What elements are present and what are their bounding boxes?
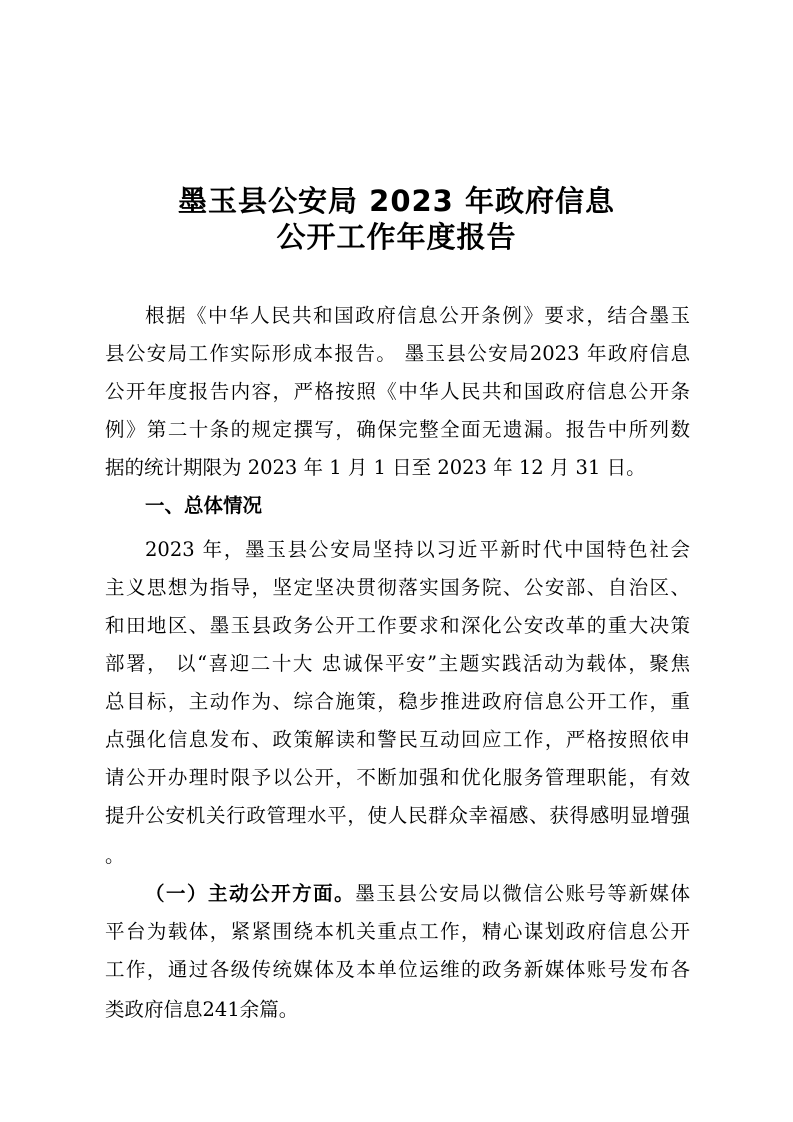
overview-line-9: 。	[105, 844, 125, 867]
overview-line-5: 总目标，主动作为、综合施策，稳步推进政府信息公开工作，重	[105, 690, 690, 713]
intro-line-3: 公开年度报告内容，严格按照《中华人民共和国政府信息公开条	[105, 380, 690, 403]
document-title-line-1: 墨玉县公安局 2023 年政府信息	[178, 184, 615, 218]
overview-line-7: 请公开办理时限予以公开，不断加强和优化服务管理职能，有效	[105, 766, 690, 789]
overview-line-3: 和田地区、墨玉县政务公开工作要求和深化公安改革的重大决策	[105, 614, 690, 637]
overview-line-1: 2023 年，墨玉县公安局坚持以习近平新时代中国特色社会	[145, 538, 690, 561]
active-disclosure-line-2: 平台为载体，紧紧围绕本机关重点工作，精心谋划政府信息公开	[105, 920, 690, 943]
intro-line-4: 例》第二十条的规定撰写，确保完整全面无遗漏。报告中所列数	[105, 418, 690, 441]
overview-line-6: 点强化信息发布、政策解读和警民互动回应工作，严格按照依申	[105, 728, 690, 751]
intro-line-1: 根据《中华人民共和国政府信息公开条例》要求，结合墨玉	[145, 304, 690, 327]
overview-line-4: 部署， 以“喜迎二十大 忠诚保平安”主题实践活动为载体，聚焦	[105, 652, 690, 675]
active-disclosure-lead: （一）主动公开方面。	[145, 882, 356, 905]
active-disclosure-line-4: 类政府信息241余篇。	[105, 998, 299, 1021]
intro-line-5: 据的统计期限为 2023 年 1 月 1 日至 2023 年 12 月 31 日。	[105, 456, 646, 479]
active-disclosure-line-1	[145, 881, 690, 907]
document-title-line-2: 公开工作年度报告	[276, 220, 517, 254]
active-disclosure-line-3: 工作，通过各级传统媒体及本单位运维的政务新媒体账号发布各	[105, 958, 690, 981]
overview-line-8: 提升公安机关行政管理水平，使人民群众幸福感、获得感明显增强	[105, 804, 690, 827]
intro-line-2: 县公安局工作实际形成本报告。 墨玉县公安局2023 年政府信息	[105, 342, 690, 365]
section-heading-overview: 一、总体情况	[145, 494, 263, 517]
overview-line-2: 主义思想为指导，坚定坚决贯彻落实国务院、公安部、自治区、	[105, 576, 690, 599]
active-disclosure-first-rest: 墨玉县公安局以微信公账号等新媒体	[355, 882, 690, 905]
